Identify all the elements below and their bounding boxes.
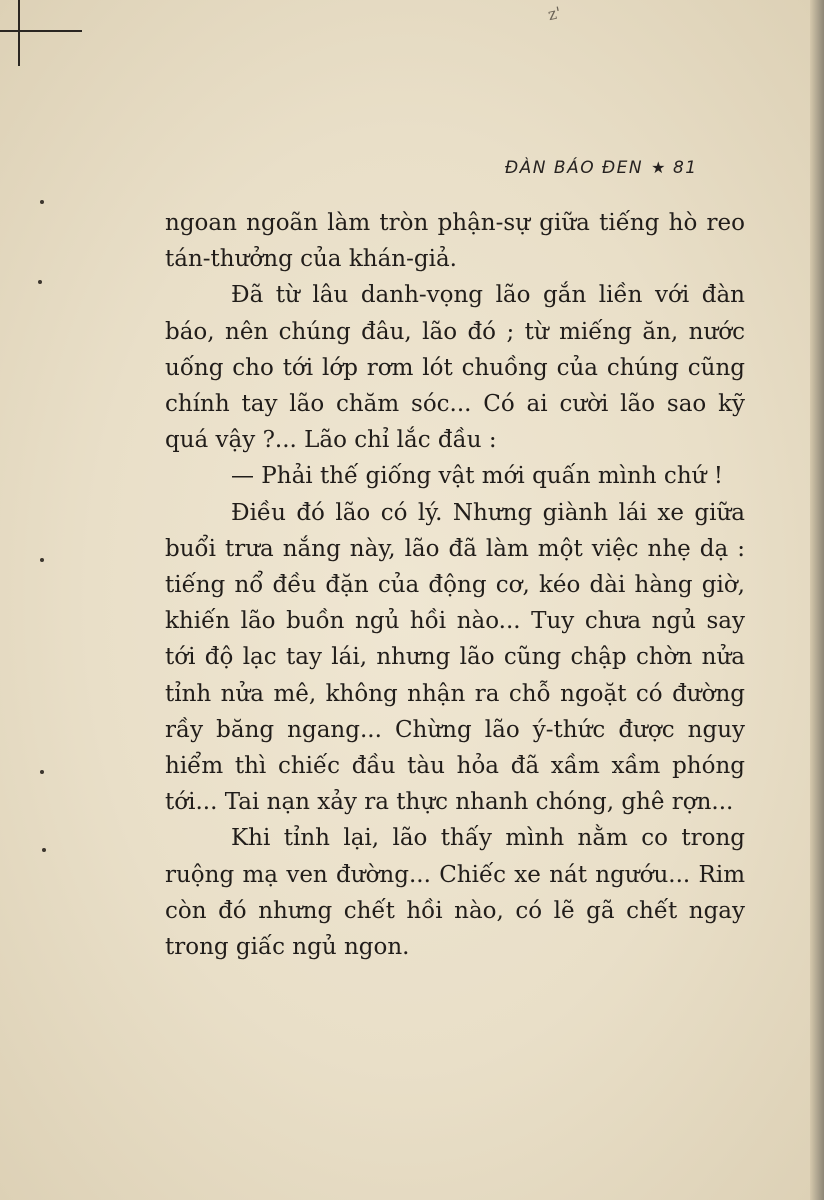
binding-hole-dot [40, 558, 44, 562]
binding-hole-dot [40, 770, 44, 774]
dialogue-line: — Phải thế giống vật mới quấn mình chứ ! [231, 463, 723, 490]
paragraph: Điều đó lão có lý. Nhưng giành lái xe giữa buổi trưa nắng này, lão đã làm một việc nhẹ dạ : tiếng nổ đều đặn của động cơ, kéo dài hàng giờ, khiến lão buồn ngủ hồi nào... Tuy chưa ngủ say tới độ lạc tay lái, nhưng lão cũng chập chờn nửa tỉnh nửa mê, không nhận ra chỗ ngoặt có đường rầy băng ngang... Chừng lão ý-thức được nguy hiểm thì chiếc đầu tàu hỏa đã xầm xầm phóng tới... Tai nạn xảy ra thực nhanh chóng, ghê rợn... [165, 499, 745, 816]
binding-hole-dot [38, 280, 42, 284]
crop-mark-vertical [18, 0, 20, 66]
paragraph: Đã từ lâu danh-vọng lão gắn liền với đàn báo, nên chúng đâu, lão đó ; từ miếng ăn, nước uống cho tới lớp rơm lót chuồng của chúng cũng chính tay lão chăm sóc... Có ai cười lão sao kỹ quá vậy ?... Lão chỉ lắc đầu : [165, 282, 745, 454]
running-head [505, 158, 745, 178]
paragraph: Khi tỉnh lại, lão thấy mình nằm co trong ruộng mạ ven đường... Chiếc xe nát ngướu... Rim còn đó nhưng chết hồi nào, có lẽ gã chết ngay trong giấc ngủ ngon. [165, 825, 745, 961]
pencil-mark: z' [546, 2, 563, 25]
page-edge-shadow [810, 0, 824, 1200]
crop-mark-horizontal [0, 30, 82, 32]
paragraph: ngoan ngoãn làm tròn phận-sự giữa tiếng hò reo tán-thưởng của khán-giả. [165, 210, 745, 273]
page-number: 81 [672, 158, 698, 178]
book-title: ĐÀN BÁO ĐEN [505, 158, 644, 178]
star-icon: ★ [651, 158, 667, 177]
binding-hole-dot [40, 200, 44, 204]
binding-hole-dot [42, 848, 46, 852]
body-text [165, 205, 745, 965]
